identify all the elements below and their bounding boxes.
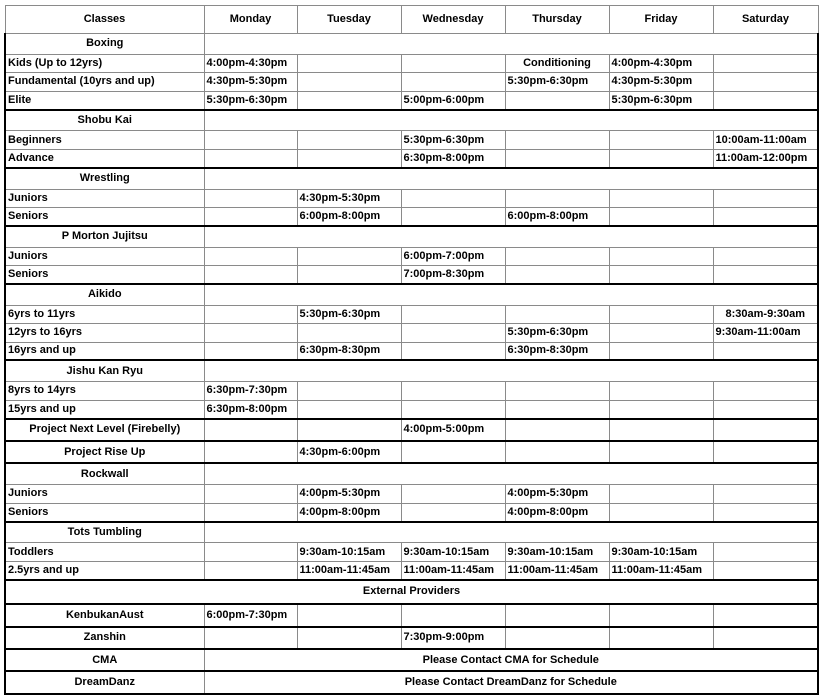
- time-slot: [297, 400, 401, 418]
- time-slot: 4:00pm-8:00pm: [297, 503, 401, 521]
- time-slot: [609, 324, 713, 342]
- time-slot: [713, 54, 818, 72]
- time-slot: [204, 342, 297, 360]
- time-slot: [297, 382, 401, 400]
- class-level-label: Beginners: [5, 131, 204, 149]
- time-slot: [609, 400, 713, 418]
- time-slot: [297, 149, 401, 167]
- time-slot: 9:30am-10:15am: [609, 543, 713, 561]
- single-class-title: Project Next Level (Firebelly): [5, 419, 204, 441]
- time-slot: 6:30pm-8:30pm: [297, 342, 401, 360]
- time-slot: 4:30pm-5:30pm: [609, 73, 713, 91]
- section-title-filler: [204, 284, 818, 305]
- time-slot: [713, 419, 818, 441]
- time-slot: [297, 54, 401, 72]
- time-slot: [505, 419, 609, 441]
- time-slot: [401, 400, 505, 418]
- schedule-row: [5, 247, 818, 265]
- time-slot: [505, 247, 609, 265]
- schedule-row: [5, 561, 818, 579]
- schedule-row: [5, 342, 818, 360]
- time-slot: 4:00pm-5:00pm: [401, 419, 505, 441]
- schedule-row: [5, 189, 818, 207]
- time-slot: [713, 207, 818, 225]
- provider-name: CMA: [5, 649, 204, 671]
- schedule-row: [5, 503, 818, 521]
- time-slot: [609, 266, 713, 284]
- section-title: Boxing: [5, 33, 204, 54]
- provider-name: DreamDanz: [5, 671, 204, 694]
- time-slot: [505, 441, 609, 463]
- time-slot: [401, 441, 505, 463]
- time-slot: [713, 400, 818, 418]
- column-header-4: Thursday: [505, 6, 609, 34]
- time-slot: [609, 382, 713, 400]
- time-slot: Conditioning: [505, 54, 609, 72]
- time-slot: [609, 503, 713, 521]
- section-title-filler: [204, 226, 818, 247]
- column-header-6: Saturday: [713, 6, 818, 34]
- section-title-row: [5, 168, 818, 189]
- time-slot: [401, 382, 505, 400]
- schedule-row: [5, 305, 818, 323]
- time-slot: [401, 305, 505, 323]
- time-slot: 4:00pm-4:30pm: [204, 54, 297, 72]
- time-slot: [297, 91, 401, 109]
- time-slot: [204, 561, 297, 579]
- time-slot: 5:30pm-6:30pm: [297, 305, 401, 323]
- time-slot: 4:30pm-5:30pm: [297, 189, 401, 207]
- class-level-label: 2.5yrs and up: [5, 561, 204, 579]
- time-slot: [609, 247, 713, 265]
- column-header-1: Monday: [204, 6, 297, 34]
- time-slot: [609, 207, 713, 225]
- time-slot: [401, 342, 505, 360]
- time-slot: 9:30am-10:15am: [297, 543, 401, 561]
- time-slot: 6:00pm-8:00pm: [505, 207, 609, 225]
- time-slot: 6:30pm-7:30pm: [204, 382, 297, 400]
- time-slot: [609, 342, 713, 360]
- time-slot: [505, 400, 609, 418]
- time-slot: [204, 207, 297, 225]
- schedule-row: [5, 324, 818, 342]
- time-slot: 6:30pm-8:30pm: [505, 342, 609, 360]
- class-level-label: Juniors: [5, 189, 204, 207]
- time-slot: 5:00pm-6:00pm: [401, 91, 505, 109]
- time-slot: 11:00am-12:00pm: [713, 149, 818, 167]
- section-title-row: [5, 226, 818, 247]
- time-slot: [713, 627, 818, 649]
- class-level-label: Advance: [5, 149, 204, 167]
- time-slot: [713, 382, 818, 400]
- time-slot: 4:00pm-5:30pm: [505, 485, 609, 503]
- time-slot: [505, 149, 609, 167]
- time-slot: [204, 627, 297, 649]
- time-slot: [713, 73, 818, 91]
- time-slot: [609, 149, 713, 167]
- time-slot: [297, 419, 401, 441]
- time-slot: [713, 561, 818, 579]
- section-title-filler: [204, 168, 818, 189]
- time-slot: 7:30pm-9:00pm: [401, 627, 505, 649]
- time-slot: [204, 266, 297, 284]
- time-slot: [204, 419, 297, 441]
- column-header-3: Wednesday: [401, 6, 505, 34]
- class-level-label: 6yrs to 11yrs: [5, 305, 204, 323]
- column-header-2: Tuesday: [297, 6, 401, 34]
- time-slot: [401, 73, 505, 91]
- time-slot: [713, 91, 818, 109]
- time-slot: [609, 189, 713, 207]
- schedule-row: [5, 149, 818, 167]
- schedule-sheet: [4, 5, 817, 695]
- class-level-label: Kids (Up to 12yrs): [5, 54, 204, 72]
- time-slot: 7:00pm-8:30pm: [401, 266, 505, 284]
- section-title-filler: [204, 463, 818, 484]
- external-providers-row: [5, 580, 818, 604]
- section-title: Aikido: [5, 284, 204, 305]
- time-slot: 10:00am-11:00am: [713, 131, 818, 149]
- time-slot: [713, 604, 818, 626]
- time-slot: [713, 441, 818, 463]
- schedule-row: [5, 485, 818, 503]
- external-provider-row: [5, 627, 818, 649]
- time-slot: [297, 247, 401, 265]
- time-slot: 4:30pm-5:30pm: [204, 73, 297, 91]
- section-title: Wrestling: [5, 168, 204, 189]
- provider-name: KenbukanAust: [5, 604, 204, 626]
- time-slot: 11:00am-11:45am: [297, 561, 401, 579]
- time-slot: 4:00pm-8:00pm: [505, 503, 609, 521]
- time-slot: [297, 604, 401, 626]
- class-level-label: 16yrs and up: [5, 342, 204, 360]
- section-title: Jishu Kan Ryu: [5, 360, 204, 381]
- section-title-row: [5, 33, 818, 54]
- time-slot: [401, 189, 505, 207]
- time-slot: [204, 149, 297, 167]
- time-slot: 11:00am-11:45am: [609, 561, 713, 579]
- class-level-label: Juniors: [5, 247, 204, 265]
- time-slot: [713, 342, 818, 360]
- time-slot: 8:30am-9:30am: [713, 305, 818, 323]
- time-slot: [204, 543, 297, 561]
- header-row: [5, 6, 818, 34]
- time-slot: [609, 441, 713, 463]
- time-slot: 9:30am-11:00am: [713, 324, 818, 342]
- class-level-label: Fundamental (10yrs and up): [5, 73, 204, 91]
- time-slot: 5:30pm-6:30pm: [505, 324, 609, 342]
- time-slot: [204, 503, 297, 521]
- time-slot: [505, 305, 609, 323]
- section-title-filler: [204, 522, 818, 543]
- time-slot: 6:00pm-7:00pm: [401, 247, 505, 265]
- time-slot: [713, 247, 818, 265]
- time-slot: [401, 485, 505, 503]
- time-slot: [401, 604, 505, 626]
- single-class-row: [5, 441, 818, 463]
- contact-note: Please Contact DreamDanz for Schedule: [204, 671, 818, 694]
- time-slot: 6:30pm-8:00pm: [401, 149, 505, 167]
- time-slot: [204, 324, 297, 342]
- section-title: Tots Tumbling: [5, 522, 204, 543]
- time-slot: [297, 324, 401, 342]
- time-slot: [297, 73, 401, 91]
- schedule-row: [5, 266, 818, 284]
- schedule-row: [5, 207, 818, 225]
- column-header-0: Classes: [5, 6, 204, 34]
- time-slot: [505, 382, 609, 400]
- time-slot: [713, 503, 818, 521]
- section-title: P Morton Jujitsu: [5, 226, 204, 247]
- class-level-label: Juniors: [5, 485, 204, 503]
- time-slot: 5:30pm-6:30pm: [204, 91, 297, 109]
- time-slot: 4:00pm-5:30pm: [297, 485, 401, 503]
- section-title-row: [5, 522, 818, 543]
- provider-name: Zanshin: [5, 627, 204, 649]
- time-slot: [609, 485, 713, 503]
- time-slot: [505, 189, 609, 207]
- time-slot: [713, 543, 818, 561]
- time-slot: [713, 266, 818, 284]
- time-slot: 9:30am-10:15am: [505, 543, 609, 561]
- class-level-label: 12yrs to 16yrs: [5, 324, 204, 342]
- time-slot: [401, 207, 505, 225]
- class-level-label: Toddlers: [5, 543, 204, 561]
- time-slot: [505, 604, 609, 626]
- time-slot: [505, 91, 609, 109]
- class-level-label: Seniors: [5, 266, 204, 284]
- section-title-row: [5, 463, 818, 484]
- schedule-row: [5, 54, 818, 72]
- external-provider-row: [5, 604, 818, 626]
- time-slot: [401, 503, 505, 521]
- section-title-row: [5, 284, 818, 305]
- time-slot: [505, 266, 609, 284]
- time-slot: [204, 131, 297, 149]
- time-slot: [609, 604, 713, 626]
- time-slot: 11:00am-11:45am: [401, 561, 505, 579]
- contact-provider-row: [5, 671, 818, 694]
- class-level-label: Seniors: [5, 207, 204, 225]
- time-slot: [713, 485, 818, 503]
- contact-provider-row: [5, 649, 818, 671]
- time-slot: 6:00pm-7:30pm: [204, 604, 297, 626]
- time-slot: [609, 419, 713, 441]
- schedule-row: [5, 400, 818, 418]
- time-slot: [204, 485, 297, 503]
- single-class-row: [5, 419, 818, 441]
- time-slot: [297, 266, 401, 284]
- class-schedule-table: [4, 5, 819, 695]
- time-slot: [505, 627, 609, 649]
- column-header-5: Friday: [609, 6, 713, 34]
- schedule-row: [5, 382, 818, 400]
- class-level-label: 15yrs and up: [5, 400, 204, 418]
- time-slot: 4:30pm-6:00pm: [297, 441, 401, 463]
- time-slot: 6:00pm-8:00pm: [297, 207, 401, 225]
- time-slot: [204, 441, 297, 463]
- time-slot: 5:30pm-6:30pm: [401, 131, 505, 149]
- time-slot: [204, 305, 297, 323]
- section-title: Shobu Kai: [5, 110, 204, 131]
- time-slot: 11:00am-11:45am: [505, 561, 609, 579]
- time-slot: [297, 627, 401, 649]
- schedule-row: [5, 91, 818, 109]
- schedule-row: [5, 131, 818, 149]
- schedule-row: [5, 73, 818, 91]
- time-slot: [204, 247, 297, 265]
- time-slot: 5:30pm-6:30pm: [505, 73, 609, 91]
- class-level-label: 8yrs to 14yrs: [5, 382, 204, 400]
- section-title-row: [5, 360, 818, 381]
- contact-note: Please Contact CMA for Schedule: [204, 649, 818, 671]
- time-slot: [609, 305, 713, 323]
- section-title-filler: [204, 360, 818, 381]
- single-class-title: Project Rise Up: [5, 441, 204, 463]
- time-slot: [204, 189, 297, 207]
- class-level-label: Seniors: [5, 503, 204, 521]
- time-slot: [609, 627, 713, 649]
- section-title-filler: [204, 110, 818, 131]
- time-slot: 4:00pm-4:30pm: [609, 54, 713, 72]
- time-slot: [401, 324, 505, 342]
- time-slot: 9:30am-10:15am: [401, 543, 505, 561]
- time-slot: [401, 54, 505, 72]
- time-slot: [297, 131, 401, 149]
- time-slot: [713, 189, 818, 207]
- external-providers-title: External Providers: [5, 580, 818, 604]
- section-title-row: [5, 110, 818, 131]
- section-title: Rockwall: [5, 463, 204, 484]
- schedule-row: [5, 543, 818, 561]
- time-slot: [505, 131, 609, 149]
- time-slot: 6:30pm-8:00pm: [204, 400, 297, 418]
- time-slot: [609, 131, 713, 149]
- class-level-label: Elite: [5, 91, 204, 109]
- section-title-filler: [204, 33, 818, 54]
- time-slot: 5:30pm-6:30pm: [609, 91, 713, 109]
